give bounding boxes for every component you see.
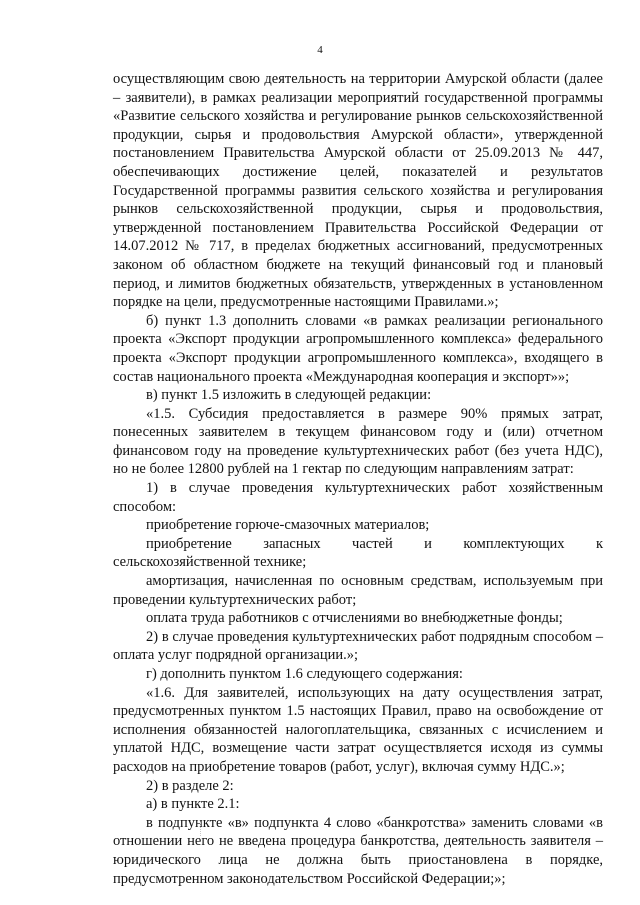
paragraph-depreciation: амортизация, начисленная по основным средствам, используемым при проведении культуртехнических работ;: [113, 573, 603, 608]
paragraph-clause-1-5: «1.5. Субсидия предоставляется в размере 90% прямых затрат, понесенных заявителем в текущем финансовом году и (или) отчетном финансовом году на проведение культуртехнических работ (без учета НДС), но не более 12800 рублей на 1 гектар по следующим направлениям затрат:: [113, 405, 603, 478]
paragraph-item-g: г) дополнить пунктом 1.6 следующего содержания:: [146, 666, 463, 682]
paragraph-clause-1-6: «1.6. Для заявителей, использующих на дату осуществления затрат, предусмотренных пунктом 1.5 настоящих Правил, право на освобождение от исполнения обязанностей налогоплательщика, связанных с исчислением и уплатой НДС, возмещение части затрат осуществляется исходя из суммы расходов на приобретение товаров (работ, услуг), включая сумму НДС.»;: [113, 684, 603, 775]
paragraph-wages: оплата труда работников с отчислениями во внебюджетные фонды;: [146, 610, 563, 627]
scan-artifact: [200, 822, 203, 836]
paragraph-item-b: б) пункт 1.3 дополнить словами «в рамках реализации регионального проекта «Экспорт продукции агропромышленного комплекса» федерального проекта «Экспорт продукции агропромышленного комплекса», входящего в состав национального проекта «Международная кооперация и экспорт»»;: [113, 312, 603, 385]
paragraph-subitem-v: в подпункте «в» подпункта 4 слово «банкротства» заменить словами «в отношении него не введена процедура банкротства, деятельность заявителя – юридического лица не должна быть приостановлена в порядке, предусмотренном законодательством Российской Федерации;»;: [113, 814, 603, 887]
document-body: [113, 70, 603, 888]
paragraph-spare-parts: приобретение запасных частей и комплектующих к сельскохозяйственной технике;: [113, 535, 603, 571]
paragraph-item-v: в) пункт 1.5 изложить в следующей редакции:: [146, 387, 432, 404]
paragraph-recipients: осуществляющим свою деятельность на территории Амурской области (далее – заявители), в рамках реализации мероприятий государственной программы «Развитие сельского хозяйства и регулирование рынков сельскохозяйственной продукции, сырья и продовольствия Амурской области», утвержденной постановлением Правительства Амурской области от 25.09.2013 № 447, обеспечивающих достижение целей, показателей и результатов Государственной программы развития сельского хозяйства и регулирования рынков сельскохозяйственной продукции, сырья и продовольствия, утвержденной постановлением Правительства Российской Федерации от 14.07.2012 № 717, в пределах бюджетных ассигнований, предусмотренных законом об областном бюджете на текущий финансовый год и плановый период, и лимитов бюджетных обязательств, утвержденных в установленном порядке на цели, предусмотренные настоящими Правилами.»;: [113, 71, 603, 311]
paragraph-fuel: приобретение горюче-смазочных материалов;: [146, 517, 430, 534]
page-number: 4: [317, 44, 323, 56]
paragraph-subitem-1: 1) в случае проведения культуртехнических работ хозяйственным способом:: [113, 480, 603, 515]
paragraph-section-2: 2) в разделе 2:: [146, 777, 234, 794]
paragraph-subitem-2: 2) в случае проведения культуртехнических работ подрядным способом – оплата услуг подрядной организации.»;: [113, 628, 603, 664]
paragraph-item-a: а) в пункте 2.1:: [146, 796, 240, 813]
